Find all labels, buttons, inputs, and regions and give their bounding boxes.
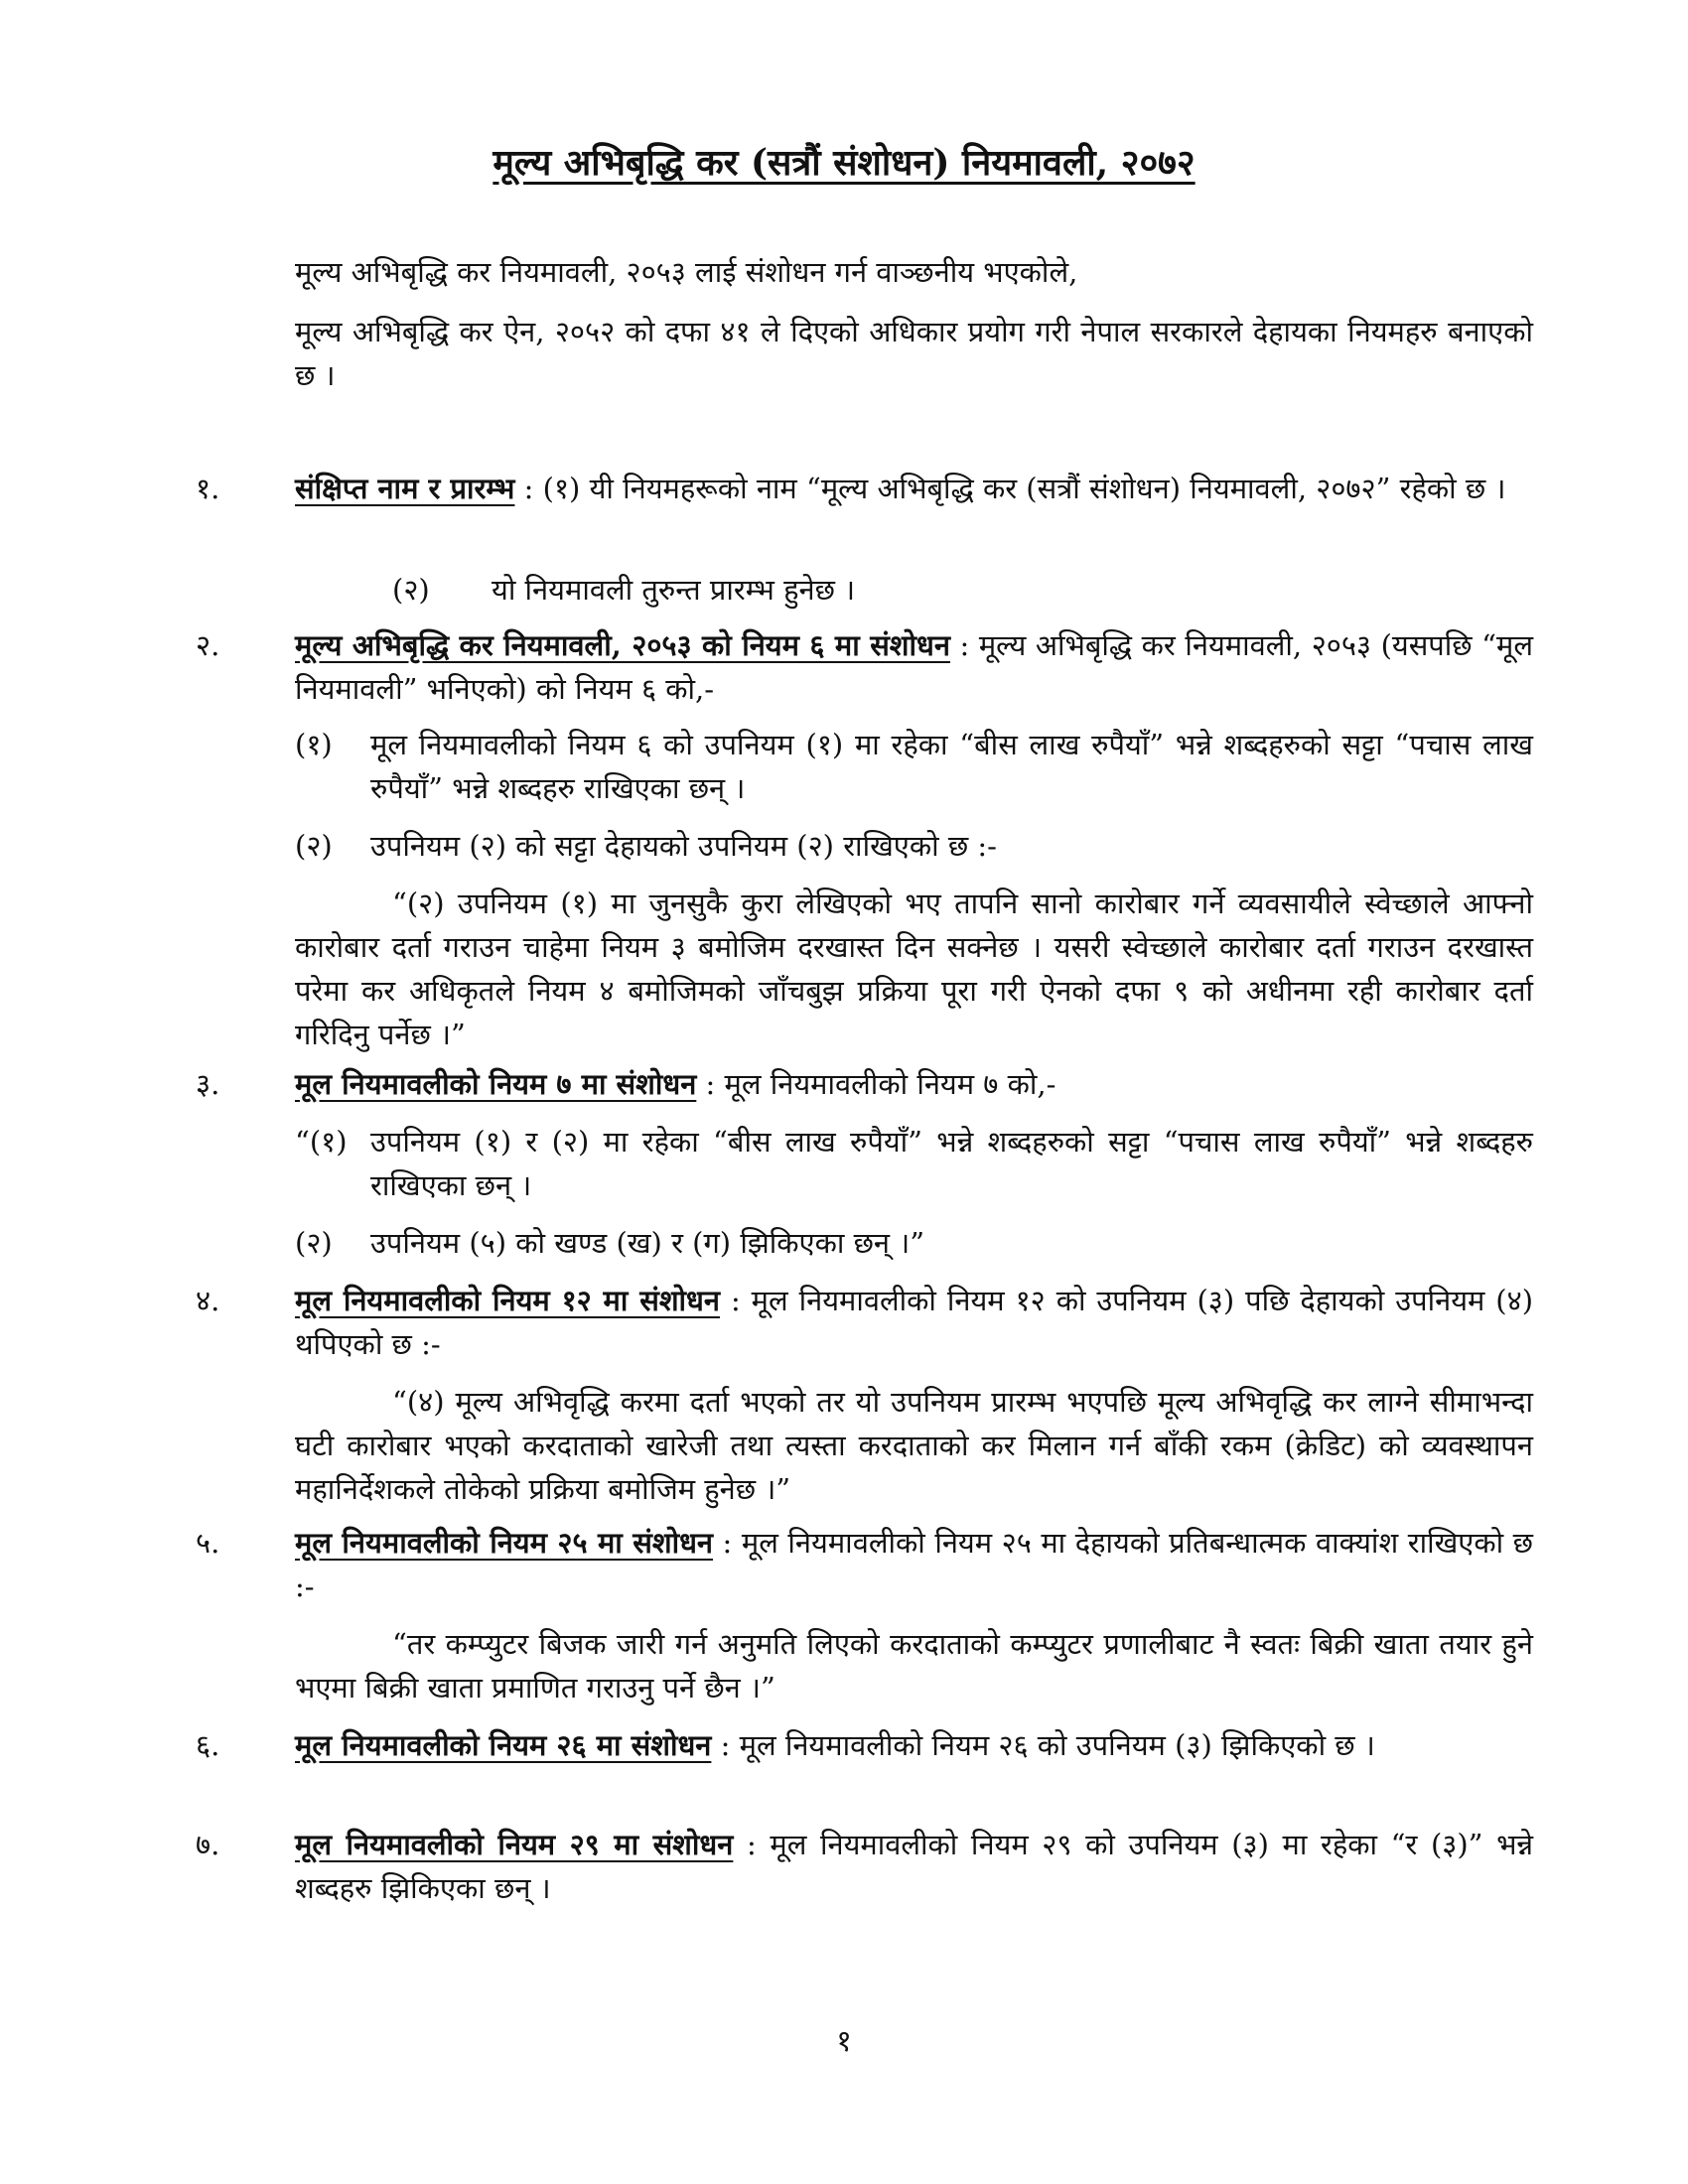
section-7-body (295, 1823, 1533, 1910)
section-3-item-1-label: “(१) (295, 1125, 348, 1159)
section-7-heading: मूल नियमावलीको नियम २९ मा संशोधन (295, 1828, 734, 1861)
section-7-number: ७. (196, 1828, 220, 1861)
preamble-line-2: मूल्य अभिबृद्धि कर ऐन, २०५२ को दफा ४१ ले दिएको अधिकार प्रयोग गरी नेपाल सरकारले देहायका नियमहरु बनाएको छ । (295, 315, 1533, 392)
section-2-body (295, 623, 1533, 711)
section-4-body (295, 1279, 1533, 1366)
section-3-heading: मूल नियमावलीको नियम ७ मा संशोधन (295, 1067, 697, 1101)
section-4-number: ४. (196, 1284, 220, 1317)
section-3-item-2-label: (२) (295, 1226, 333, 1260)
section-1-number: १. (196, 472, 220, 505)
preamble-line-1: मूल्य अभिबृद्धि कर नियमावली, २०५३ लाई संशोधन गर्न वाञ्छनीय भएकोले, (295, 255, 1078, 289)
section-3-number: ३. (196, 1067, 220, 1101)
section-2-item-2-label: (२) (295, 829, 333, 863)
section-6-number: ६. (196, 1728, 220, 1762)
section-3-body (295, 1062, 1533, 1106)
section-5-text: : मूल नियमावलीको नियम २५ मा देहायको प्रतिबन्धात्मक वाक्यांश राखिएको छ :- (295, 1526, 1533, 1603)
section-1-subrule (392, 568, 855, 612)
section-6-text: : मूल नियमावलीको नियम २६ को उपनियम (३) झिकिएको छ । (711, 1728, 1375, 1762)
section-1-body (295, 467, 1533, 510)
section-2-text: : मूल्य अभिबृद्धि कर नियमावली, २०५३ (यसपछि “मूल नियमावली” भनिएको) को नियम ६ को,- (295, 628, 1533, 706)
section-2-quote: “(२) उपनियम (१) मा जुनसुकै कुरा लेखिएको भए तापनि सानो कारोबार गर्ने व्यवसायीले स्वेच्छाले आफ्नो कारोबार दर्ता गराउन चाहेमा नियम ३ बमोजिम दरखास्त दिन सक्नेछ । यसरी स्वेच्छाले कारोबार दर्ता गराउन दरखास्त परेमा कर अधिकृतले नियम ४ बमोजिमको जाँचबुझ प्रक्रिया पूरा गरी ऐनको दफा ९ को अधीनमा रही कारोबार दर्ता गरिदिनु पर्नेछ ।” (295, 887, 1533, 1051)
section-3-item-2-text: उपनियम (५) को खण्ड (ख) र (ग) झिकिएका छन् ।” (370, 1226, 925, 1260)
section-5-quote: “तर कम्प्युटर बिजक जारी गर्न अनुमति लिएको करदाताको कम्प्युटर प्रणालीबाट नै स्वतः बिक्री खाता तयार हुने भएमा बिक्री खाता प्रमाणित गराउनु पर्ने छैन ।” (295, 1627, 1533, 1705)
section-3-text: : मूल नियमावलीको नियम ७ को,- (696, 1067, 1056, 1101)
section-7-text: : मूल नियमावलीको नियम २९ को उपनियम (३) मा रहेका “र (३)” भन्ने शब्दहरु झिकिएका छन् । (295, 1828, 1534, 1905)
section-4-heading: मूल नियमावलीको नियम १२ मा संशोधन (295, 1284, 720, 1317)
section-1-text: : (१) यी नियमहरूको नाम “मूल्य अभिबृद्धि कर (सत्रौं संशोधन) नियमावली, २०७२” रहेको छ । (514, 472, 1506, 505)
page-number: १ (836, 2024, 852, 2059)
section-2-heading: मूल्य अभिबृद्धि कर नियमावली, २०५३ को नियम ६ मा संशोधन (295, 628, 950, 662)
section-2-item-2 (295, 824, 1533, 868)
section-3-item-1 (295, 1120, 1533, 1207)
section-5-number: ५. (196, 1526, 220, 1560)
section-2-item-1 (295, 723, 1533, 810)
document-title: मूल्य अभिबृद्धि कर (सत्रौं संशोधन) नियमावली, २०७२ (492, 142, 1196, 184)
section-2-item-1-text: मूल नियमावलीको नियम ६ को उपनियम (१) मा रहेका “बीस लाख रुपैयाँ” भन्ने शब्दहरुको सट्टा “पचास लाख रुपैयाँ” भन्ने शब्दहरु राखिएका छन् । (370, 728, 1533, 805)
section-1-heading: संक्षिप्त नाम र प्रारम्भ (295, 472, 515, 505)
section-4-quote: “(४) मूल्य अभिवृद्धि करमा दर्ता भएको तर यो उपनियम प्रारम्भ भएपछि मूल्य अभिवृद्धि कर लाग्ने सीमाभन्दा घटी कारोबार भएको करदाताको खारेजी तथा त्यस्ता करदाताको कर मिलान गर्न बाँकी रकम (क्रेडिट) को व्यवस्थापन महानिर्देशकले तोकेको प्रक्रिया बमोजिम हुनेछ ।” (295, 1385, 1533, 1506)
section-2-item-1-label: (१) (295, 728, 333, 761)
section-3-item-2 (295, 1221, 1533, 1265)
section-5-heading: मूल नियमावलीको नियम २५ मा संशोधन (295, 1526, 714, 1560)
section-5-body (295, 1521, 1533, 1608)
section-6-body (295, 1723, 1533, 1767)
section-3-item-1-text: उपनियम (१) र (२) मा रहेका “बीस लाख रुपैयाँ” भन्ने शब्दहरुको सट्टा “पचास लाख रुपैयाँ” भन्ने शब्दहरु राखिएका छन् । (370, 1125, 1533, 1202)
section-2-item-2-text: उपनियम (२) को सट्टा देहायको उपनियम (२) राखिएको छ :- (370, 829, 997, 863)
section-6-heading: मूल नियमावलीको नियम २६ मा संशोधन (295, 1728, 712, 1762)
section-4-text: : मूल नियमावलीको नियम १२ को उपनियम (३) पछि देहायको उपनियम (४) थपिएको छ :- (295, 1284, 1534, 1361)
section-1-sub-label: (२) (392, 573, 430, 607)
section-1-sub-text: यो नियमावली तुरुन्त प्रारम्भ हुनेछ । (492, 573, 856, 607)
section-2-number: २. (196, 628, 220, 662)
